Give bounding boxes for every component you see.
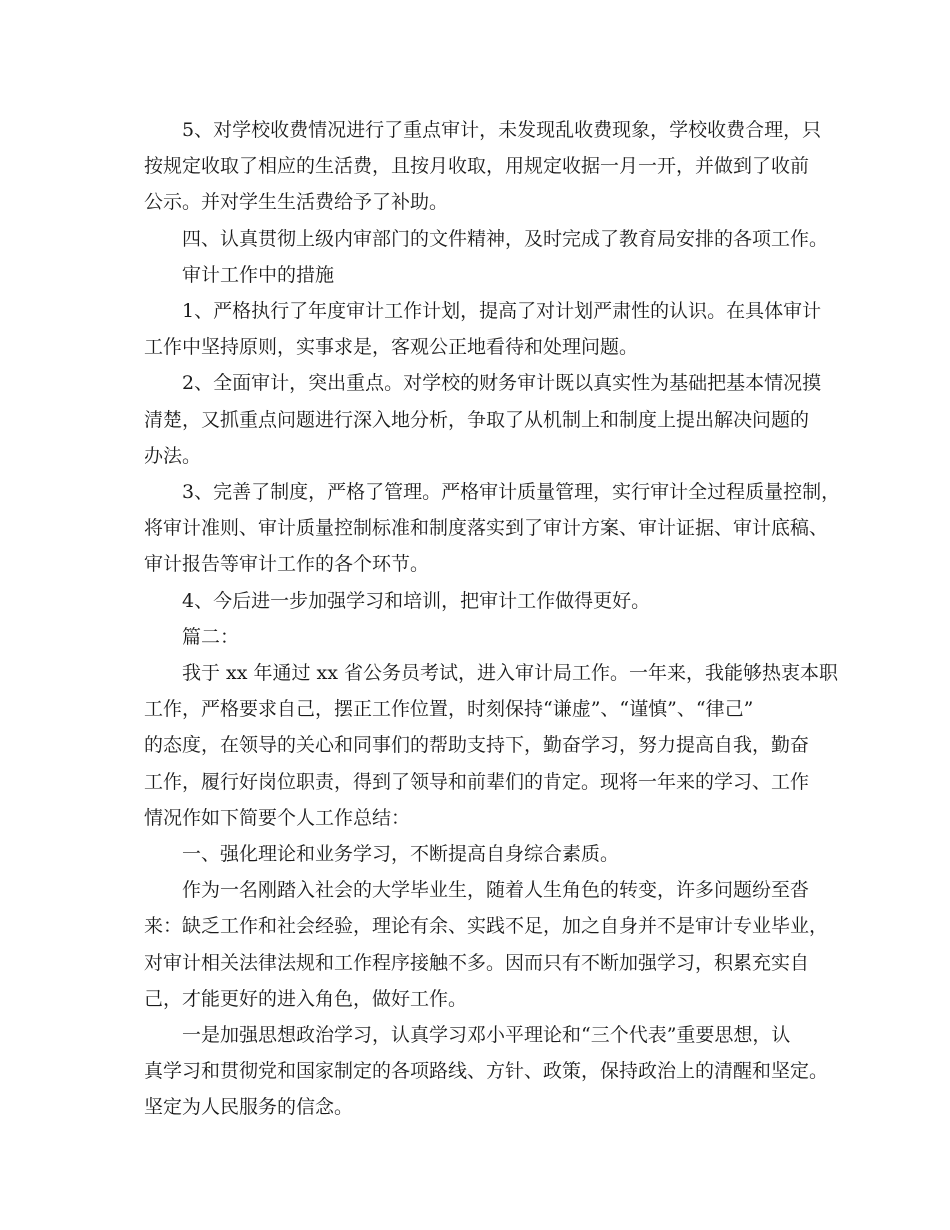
text-line: 四、认真贯彻上级内审部门的文件精神，及时完成了教育局安排的各项工作。: [182, 227, 829, 250]
paragraph: [144, 474, 841, 583]
text-line: 的态度，在领导的关心和同事们的帮助支持下，勤奋学习，努力提高自我，勤奋: [144, 734, 810, 757]
text-line: 2、全面审计，突出重点。对学校的财务审计既以真实性为基础把基本情况摸: [182, 372, 822, 395]
text-line: 一是加强思想政治学习，认真学习邓小平理论和“三个代表”重要思想，认: [182, 1024, 791, 1047]
text-line: 3、完善了制度，严格了管理。严格审计质量管理，实行审计全过程质量控制，: [182, 481, 841, 504]
text-line: 对审计相关法律法规和工作程序接触不多。因而只有不断加强学习，积累充实自: [144, 951, 810, 974]
text-line: 工作，履行好岗位职责，得到了领导和前辈们的肯定。现将一年来的学习、工作: [144, 770, 810, 793]
text-line: 清楚，又抓重点问题进行深入地分析，争取了从机制上和制度上提出解决问题的: [144, 408, 810, 431]
text-line: 4、今后进一步加强学习和培训，把审计工作做得更好。: [182, 589, 651, 612]
text-line: 情况作如下简要个人工作总结：: [144, 806, 411, 829]
text-line: 办法。: [144, 444, 202, 467]
paragraph: [144, 293, 824, 365]
text-line: 工作中坚持原则，实事求是，客观公正地看待和处理问题。: [144, 336, 639, 359]
paragraph: [144, 365, 824, 474]
paragraph: [144, 836, 824, 872]
paragraph: [144, 872, 829, 1017]
text-line: 篇二：: [182, 625, 240, 648]
text-line: 来：缺乏工作和社会经验，理论有余、实践不足，加之自身并不是审计专业毕业，: [144, 915, 829, 938]
text-line: 真学习和贯彻党和国家制定的各项路线、方针、政策，保持政治上的清醒和坚定。: [144, 1060, 829, 1083]
paragraph: [144, 583, 824, 619]
text-line: 审计报告等审计工作的各个环节。: [144, 553, 430, 576]
text-line: 将审计准则、审计质量控制标准和制度落实到了审计方案、审计证据、审计底稿、: [144, 517, 829, 540]
text-line: 公示。并对学生生活费给予了补助。: [144, 191, 449, 214]
paragraph: [144, 112, 824, 221]
text-line: 5、对学校收费情况进行了重点审计，未发现乱收费现象，学校收费合理，只: [182, 119, 822, 141]
paragraph: [144, 221, 829, 257]
paragraph: [144, 1017, 829, 1126]
text-line: 作为一名刚踏入社会的大学毕业生，随着人生角色的转变，许多问题纷至沓: [182, 879, 810, 902]
document-body: [144, 112, 841, 1126]
text-line: 工作，严格要求自己，摆正工作位置，时刻保持“谦虚”、“谨慎”、“律己”: [144, 698, 754, 721]
text-line: 1、严格执行了年度审计工作计划，提高了对计划严肃性的认识。在具体审计: [182, 300, 822, 323]
text-line: 己，才能更好的进入角色，做好工作。: [144, 987, 468, 1010]
text-line: 按规定收取了相应的生活费，且按月收取，用规定收据一月一开，并做到了收前: [144, 155, 810, 178]
text-line: 审计工作中的措施: [182, 263, 335, 286]
text-line: 一、强化理论和业务学习，不断提高自身综合素质。: [182, 843, 620, 866]
paragraph: [144, 655, 839, 836]
paragraph: [144, 619, 824, 655]
text-line: 我于 xx 年通过 xx 省公务员考试，进入审计局工作。一年来，我能够热衷本职: [182, 662, 839, 685]
paragraph: [144, 257, 824, 293]
text-line: 坚定为人民服务的信念。: [144, 1096, 354, 1119]
